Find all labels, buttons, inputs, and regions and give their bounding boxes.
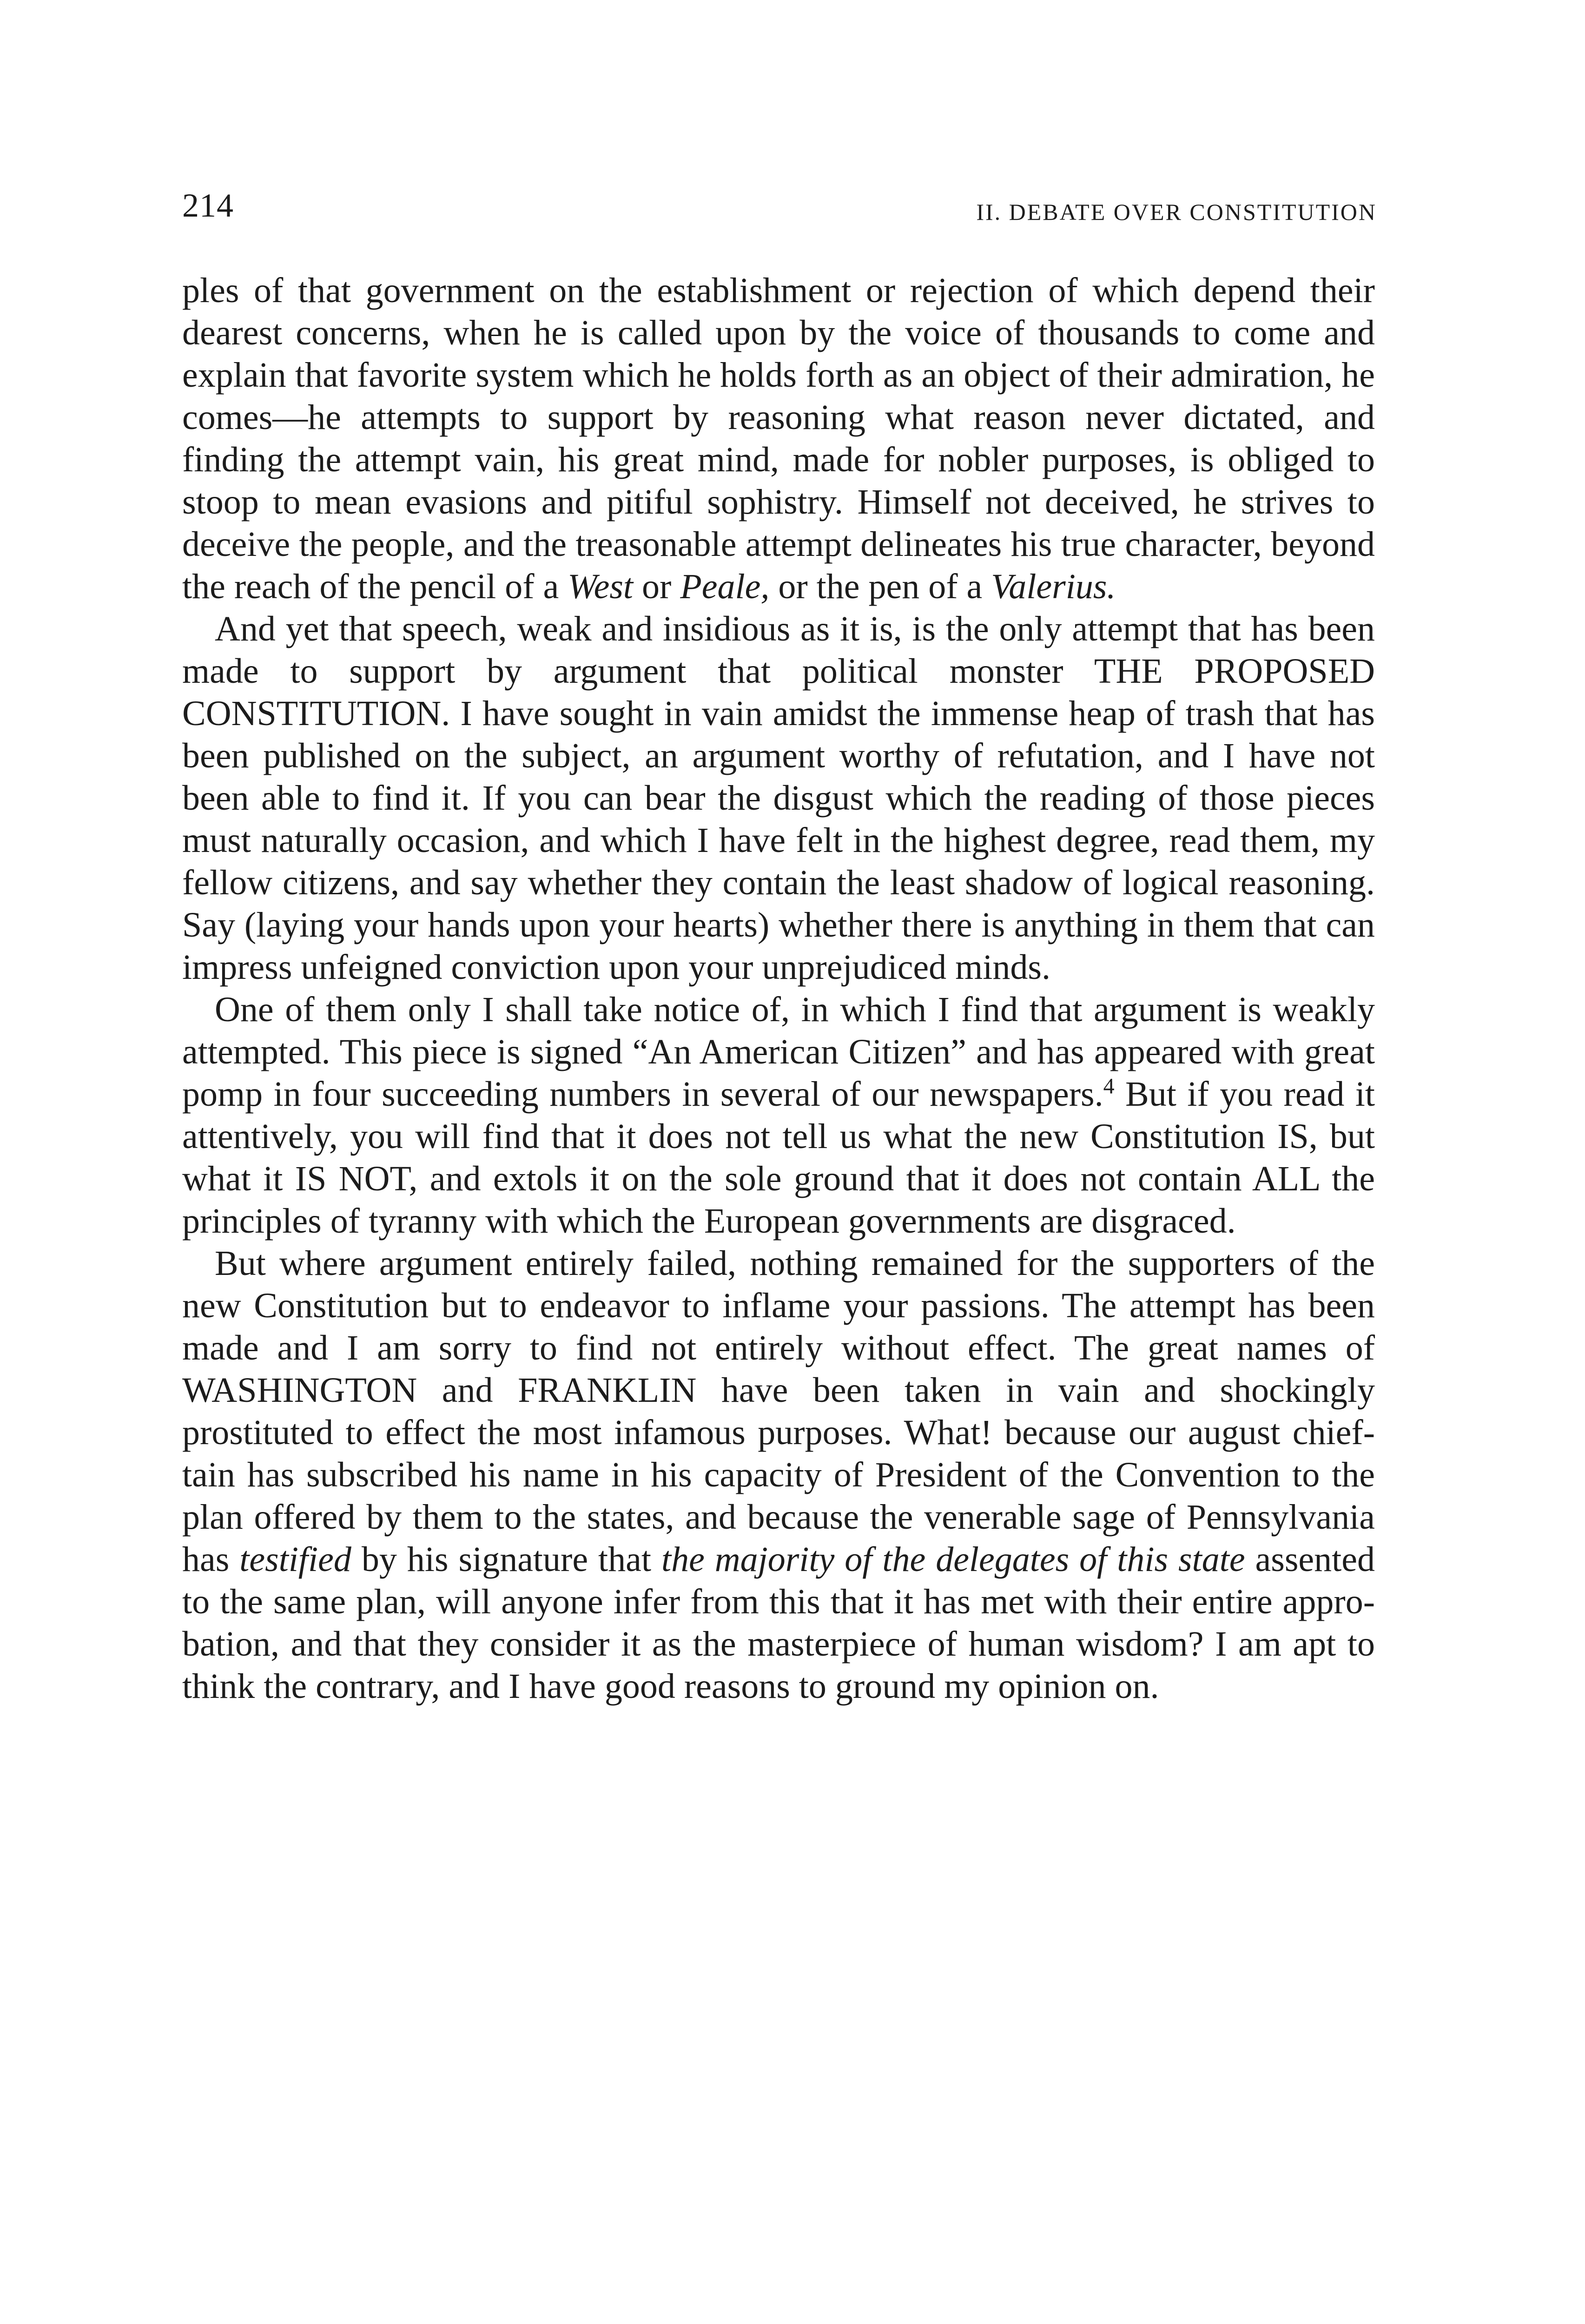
body-text — [182, 270, 1375, 1708]
italic-testified: testified — [239, 1540, 351, 1579]
page-header — [182, 182, 1377, 229]
page-number: 214 — [182, 187, 234, 224]
paragraph-2: And yet that speech, weak and insidious as it is, is the only attempt that has been made to support by argument that political monster THE PROPOSED CONSTITUTION. I have sought in vain amidst the immense heap of trash that has been published on the subject, an argument worthy of refutation, and I have not been able to find it. If you can bear the disgust which the reading of those pieces must naturally occasion, and which I have felt in the highest degree, read them, my fellow citizens, and say whether they contain the least shadow of logical reasoning. Say (laying your hands upon your hearts) whether there is anything in them that can impress unfeigned conviction upon your unprejudiced minds. — [182, 609, 1375, 987]
paragraph-3 — [182, 989, 1375, 1242]
italic-valerius: Valerius. — [991, 567, 1116, 606]
italic-west: West — [568, 567, 634, 606]
running-head: II. DEBATE OVER CONSTITUTION — [976, 199, 1377, 225]
paragraph-4-text-b: by his signature that — [351, 1540, 661, 1579]
paragraph-4-text-c: assented to the same plan, will anyone infer from this that it has met with their entire approbation, and that they consider it as the masterpiece of human wisdom? I am apt to think the contrary, and I have good reasons to ground my opinion on. — [182, 1540, 1375, 1706]
paragraph-1 — [182, 270, 1375, 608]
footnote-marker: 4 — [1103, 1074, 1115, 1099]
italic-majority: the majority of the delegates of this state — [661, 1540, 1245, 1579]
italic-peale: Peale, — [680, 567, 770, 606]
paragraph-1-text-b: or — [633, 567, 680, 606]
paragraph-1-text-a: ples of that government on the establishment or rejection of which depend their dearest concerns, when he is called upon by the voice of thousands to come and explain that favorite system which he holds forth as an object of their admiration, he comes—he attempts to support by reasoning what reason never dictated, and finding the attempt vain, his great mind, made for nobler purposes, is obliged to stoop to mean evasions and pitiful sophistry. Himself not deceived, he strives to deceive the people, and the treasonable attempt delineates his true character, beyond the reach of the pencil of a — [182, 271, 1375, 606]
paragraph-4 — [182, 1242, 1375, 1708]
paragraph-1-text-c: or the pen of a — [769, 567, 991, 606]
paragraph-3-text-a: One of them only I shall take notice of, in which I find that argument is weakly attempted. This piece is signed “An American Citizen” and has appeared with great pomp in four succeeding numbers in several of our newspapers. — [182, 990, 1375, 1114]
paragraph-4-text-a: But where argument entirely failed, nothing remained for the supporters of the new Constitution but to endeavor to inflame your passions. The attempt has been made and I am sorry to find not entirely without effect. The great names of WASHINGTON and FRANKLIN have been taken in vain and shockingly prostituted to effect the most infamous purposes. What! because our august chieftain has subscribed his name in his capacity of President of the Convention to the plan offered by them to the states, and because the venerable sage of Pennsylvania has — [182, 1244, 1375, 1579]
paragraph-3-text-b: But if you read it attentively, you will find that it does not tell us what the new Constitution IS, but what it IS NOT, and extols it on the sole ground that it does not contain ALL the principles of tyranny with which the European governments are disgraced. — [182, 1075, 1375, 1241]
